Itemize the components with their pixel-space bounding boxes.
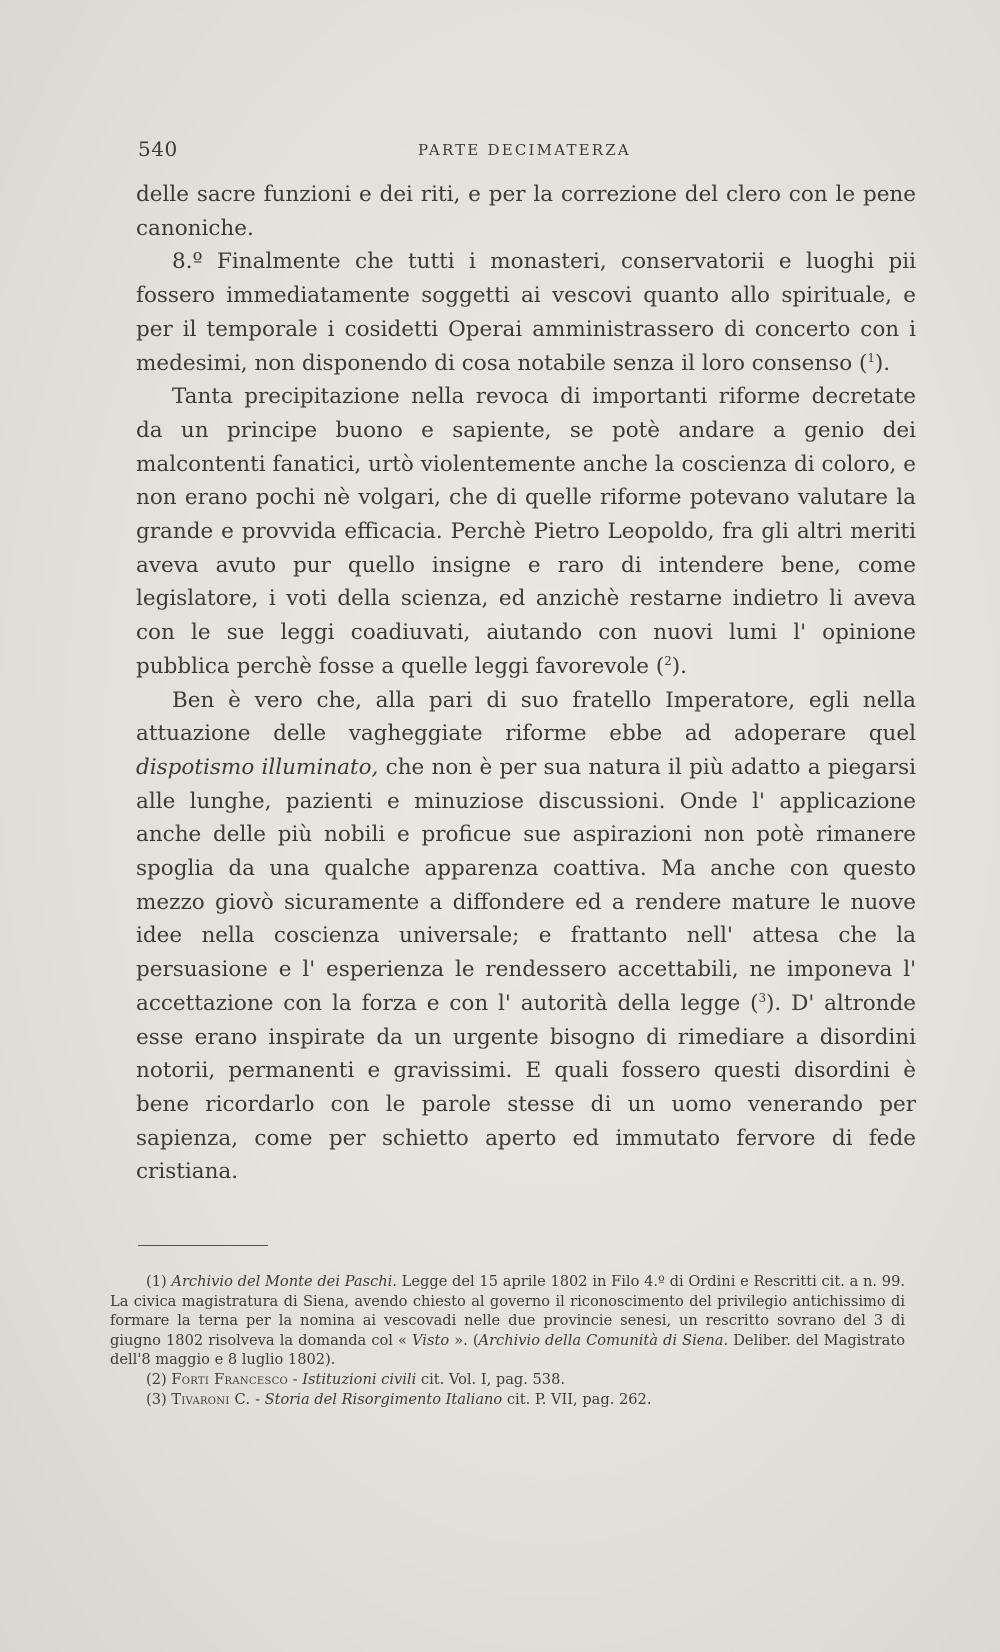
footnote-1-source: Archivio del Monte dei Paschi. xyxy=(171,1273,397,1290)
footnote-1-text-3: Deliber. del Magistrato dell'8 maggio e 8 luglio 1802). xyxy=(110,1331,906,1369)
footnotes xyxy=(110,1272,905,1409)
paragraph-4-text-a: Ben è vero che, alla pari di suo fratello Imperatore, egli nella attuazione delle vagheggiate riforme ebbe ad adoperare quel xyxy=(136,687,916,747)
footnote-3-mark: (3) xyxy=(146,1390,167,1408)
footnote-1-visto: Visto xyxy=(406,1331,450,1349)
paragraph-4-text-c: ). D' altronde esse erano inspirate da un urgente bisogno di rimediare a disordini notorii, permanenti e gravissimi. E quali fossero questi disordini è bene ricordarlo con le parole stesse di un uomo venerando per sapienza, come per schietto aperto ed immutato fervore di fede cristiana. xyxy=(136,990,916,1185)
paragraph-point-8 xyxy=(136,245,916,380)
paragraph-4 xyxy=(136,684,916,1190)
main-text xyxy=(136,178,916,1189)
footnote-3-sep: - xyxy=(250,1390,265,1408)
footnote-2-author: Forti Francesco xyxy=(171,1370,289,1388)
footnote-1 xyxy=(110,1272,905,1370)
page-number: 540 xyxy=(138,137,178,161)
footnote-2-title: Istituzioni civili xyxy=(302,1370,417,1388)
footnote-2 xyxy=(110,1370,905,1390)
footnote-3 xyxy=(110,1390,905,1410)
footnote-2-text: cit. Vol. I, pag. 538. xyxy=(416,1370,566,1388)
footnote-3-author: Tivaroni C. xyxy=(171,1390,251,1408)
footnote-divider xyxy=(138,1245,268,1246)
paragraph-3-end: ). xyxy=(671,653,687,679)
footnote-1-mark: (1) xyxy=(146,1273,167,1290)
footnote-3-text: cit. P. VII, pag. 262. xyxy=(502,1390,652,1408)
paragraph-1-text: delle sacre funzioni e dei riti, e per la correzione del clero con le pene canoniche. xyxy=(136,182,916,241)
paragraph-3-text: Tanta precipitazione nella revoca di importanti riforme decretate da un principe buono e sapiente, se potè andare a genio dei malcontenti fanatici, urtò violentemente anche la coscienza di coloro, e non erano pochi nè volgari, che di quelle riforme potevano valutare la grande e provvida efficacia. Perchè Pietro Leopoldo, fra gli altri meriti aveva avuto pur quello insigne e raro di intendere bene, come legislatore, i voti della scienza, ed anzichè restarne indietro li aveva con le sue leggi coadiuvati, aiutando con nuovi lumi l' opinione pubblica perchè fosse a quelle leggi favorevole ( xyxy=(136,384,916,679)
footnote-ref-3: 3 xyxy=(758,990,766,1005)
footnote-1-text: Legge del 15 aprile 1802 in Filo 4.º di Ordini e Rescritti cit. a n. 99. La civica magistratura di Siena, avendo chiesto al governo il riconoscimento del privilegio antichissimo di formare la terna per la nomina ai vescovadi nelle due provincie senesi, un rescritto sovrano del 3 di giugno 1802 risolveva la domanda col « xyxy=(110,1273,905,1349)
footnote-3-title: Storia del Risorgimento Italiano xyxy=(264,1390,503,1408)
paragraph-3 xyxy=(136,380,916,683)
italic-phrase: dispotismo illuminato, xyxy=(136,754,379,780)
running-head: PARTE DECIMATERZA xyxy=(418,141,631,159)
paragraph-4-text-b: che non è per sua natura il più adatto a piegarsi alle lunghe, pazienti e minuziose discussioni. Onde l' applicazione anche delle più nobili e proficue sue aspirazioni non potè rimanere spoglia da una qualche apparenza coattiva. Ma anche con questo mezzo giovò sicuramente a diffondere ed a rendere mature le nuove idee nella coscienza universale; e frattanto nell' attesa che la persuasione e l' esperienza le rendessero accettabili, ne imponeva l' accettazione con la forza e con l' autorità della legge ( xyxy=(136,754,917,1016)
footnote-ref-2: 2 xyxy=(664,653,672,668)
footnote-1-text-2: ». ( xyxy=(449,1331,479,1349)
paragraph-continuation xyxy=(136,178,916,245)
paragraph-2-end: ). xyxy=(874,350,891,376)
footnote-1-source-2: Archivio della Comunità di Siena. xyxy=(478,1331,729,1349)
page-header xyxy=(138,137,918,167)
footnote-ref-1: 1 xyxy=(867,350,875,365)
footnote-2-sep: - xyxy=(288,1370,303,1388)
paragraph-2-text: 8.º Finalmente che tutti i monasteri, conservatorii e luoghi pii fossero immediatamente soggetti ai vescovi quanto allo spirituale, e per il temporale i cosidetti Operai amministrassero di concerto con i medesimi, non disponendo di cosa notabile senza il loro consenso ( xyxy=(136,249,916,376)
footnote-2-mark: (2) xyxy=(146,1370,167,1388)
